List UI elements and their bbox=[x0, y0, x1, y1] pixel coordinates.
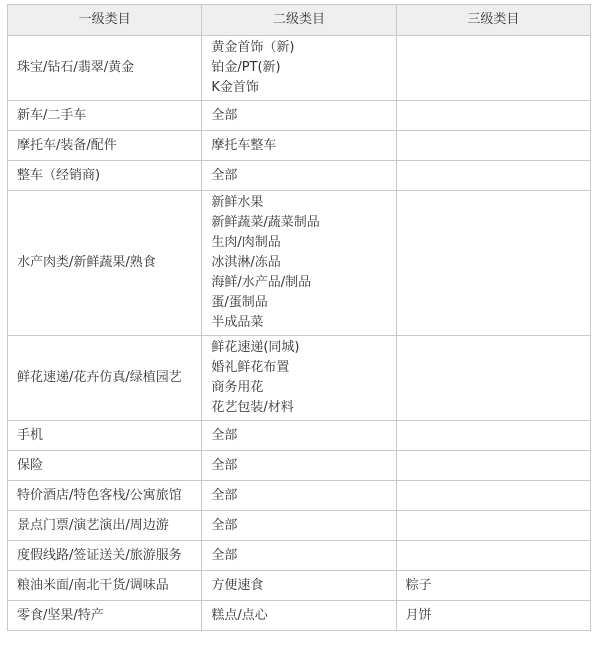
level2-item: 全部 bbox=[211, 167, 238, 183]
table-header-row bbox=[8, 5, 591, 36]
table-row bbox=[8, 101, 591, 131]
level2-cell bbox=[202, 336, 396, 421]
level2-item: 婚礼鲜花布置 bbox=[211, 360, 290, 375]
level1-cell: 景点门票/演艺演出/周边游 bbox=[8, 511, 202, 541]
category-table bbox=[7, 4, 591, 631]
table-row bbox=[8, 421, 591, 451]
level3-cell bbox=[396, 451, 590, 481]
level3-cell bbox=[396, 131, 590, 161]
level3-cell bbox=[396, 336, 590, 421]
level1-cell: 度假线路/签证送关/旅游服务 bbox=[8, 541, 202, 571]
level2-item: 糕点/点心 bbox=[211, 607, 268, 623]
level2-cell bbox=[202, 571, 396, 601]
level2-cell bbox=[202, 101, 396, 131]
level2-cell bbox=[202, 541, 396, 571]
level2-item: 半成品菜 bbox=[211, 315, 264, 330]
level1-cell: 新车/二手车 bbox=[8, 101, 202, 131]
level2-item: 全部 bbox=[211, 517, 238, 533]
table-row bbox=[8, 336, 591, 421]
level2-cell bbox=[202, 511, 396, 541]
table-row bbox=[8, 511, 591, 541]
table-row bbox=[8, 451, 591, 481]
level2-cell bbox=[202, 601, 396, 631]
level1-cell: 粮油米面/南北干货/调味品 bbox=[8, 571, 202, 601]
level2-cell bbox=[202, 191, 396, 336]
level1-cell: 鲜花速递/花卉仿真/绿植园艺 bbox=[8, 336, 202, 421]
level2-item: 新鲜蔬菜/蔬菜制品 bbox=[211, 215, 320, 230]
level1-cell: 零食/坚果/特产 bbox=[8, 601, 202, 631]
level2-item: 全部 bbox=[211, 487, 238, 503]
level1-cell: 整车（经销商) bbox=[8, 161, 202, 191]
table-row bbox=[8, 601, 591, 631]
level3-cell: 月饼 bbox=[396, 601, 590, 631]
header-level1-category: 一级类目 bbox=[8, 5, 202, 36]
level1-cell: 水产肉类/新鲜蔬果/熟食 bbox=[8, 191, 202, 336]
level3-cell bbox=[396, 421, 590, 451]
level1-cell: 特价酒店/特色客栈/公寓旅馆 bbox=[8, 481, 202, 511]
level2-item: 蛋/蛋制品 bbox=[211, 295, 268, 310]
level3-cell bbox=[396, 511, 590, 541]
level2-cell bbox=[202, 36, 396, 101]
level2-item: 方便速食 bbox=[211, 577, 264, 593]
level2-item: 花艺包装/材料 bbox=[211, 400, 294, 415]
header-level3-category: 三级类目 bbox=[396, 5, 590, 36]
level2-cell bbox=[202, 481, 396, 511]
level3-cell bbox=[396, 36, 590, 101]
table-row bbox=[8, 161, 591, 191]
level2-item: 全部 bbox=[211, 427, 238, 443]
level2-item: 生肉/肉制品 bbox=[211, 235, 281, 250]
level3-cell bbox=[396, 101, 590, 131]
level2-cell bbox=[202, 131, 396, 161]
level2-item: 全部 bbox=[211, 107, 238, 123]
level2-item: 商务用花 bbox=[211, 380, 264, 395]
level2-item: 新鲜水果 bbox=[211, 195, 264, 210]
table-row bbox=[8, 481, 591, 511]
level2-item: 冰淇淋/冻品 bbox=[211, 255, 281, 270]
level2-item: 鲜花速递(同城) bbox=[211, 340, 300, 355]
table-row bbox=[8, 191, 591, 336]
level3-cell bbox=[396, 161, 590, 191]
table-row bbox=[8, 36, 591, 101]
table-row bbox=[8, 131, 591, 161]
level2-item: 黄金首饰（新) bbox=[211, 40, 295, 55]
level1-cell: 手机 bbox=[8, 421, 202, 451]
table-row bbox=[8, 541, 591, 571]
level2-item: 摩托车整车 bbox=[211, 137, 277, 153]
level2-item: 全部 bbox=[211, 457, 238, 473]
level3-cell: 粽子 bbox=[396, 571, 590, 601]
level3-cell bbox=[396, 541, 590, 571]
level3-cell bbox=[396, 481, 590, 511]
level2-cell bbox=[202, 161, 396, 191]
level3-cell bbox=[396, 191, 590, 336]
level1-cell: 保险 bbox=[8, 451, 202, 481]
header-level2-category: 二级类目 bbox=[202, 5, 396, 36]
table-row bbox=[8, 571, 591, 601]
level1-cell: 摩托车/装备/配件 bbox=[8, 131, 202, 161]
level2-item: 全部 bbox=[211, 547, 238, 563]
level2-item: K金首饰 bbox=[211, 80, 259, 95]
level2-item: 海鲜/水产品/制品 bbox=[211, 275, 312, 290]
level2-item: 铂金/PT(新) bbox=[211, 60, 281, 75]
level2-cell bbox=[202, 451, 396, 481]
level2-cell bbox=[202, 421, 396, 451]
level1-cell: 珠宝/钻石/翡翠/黄金 bbox=[8, 36, 202, 101]
